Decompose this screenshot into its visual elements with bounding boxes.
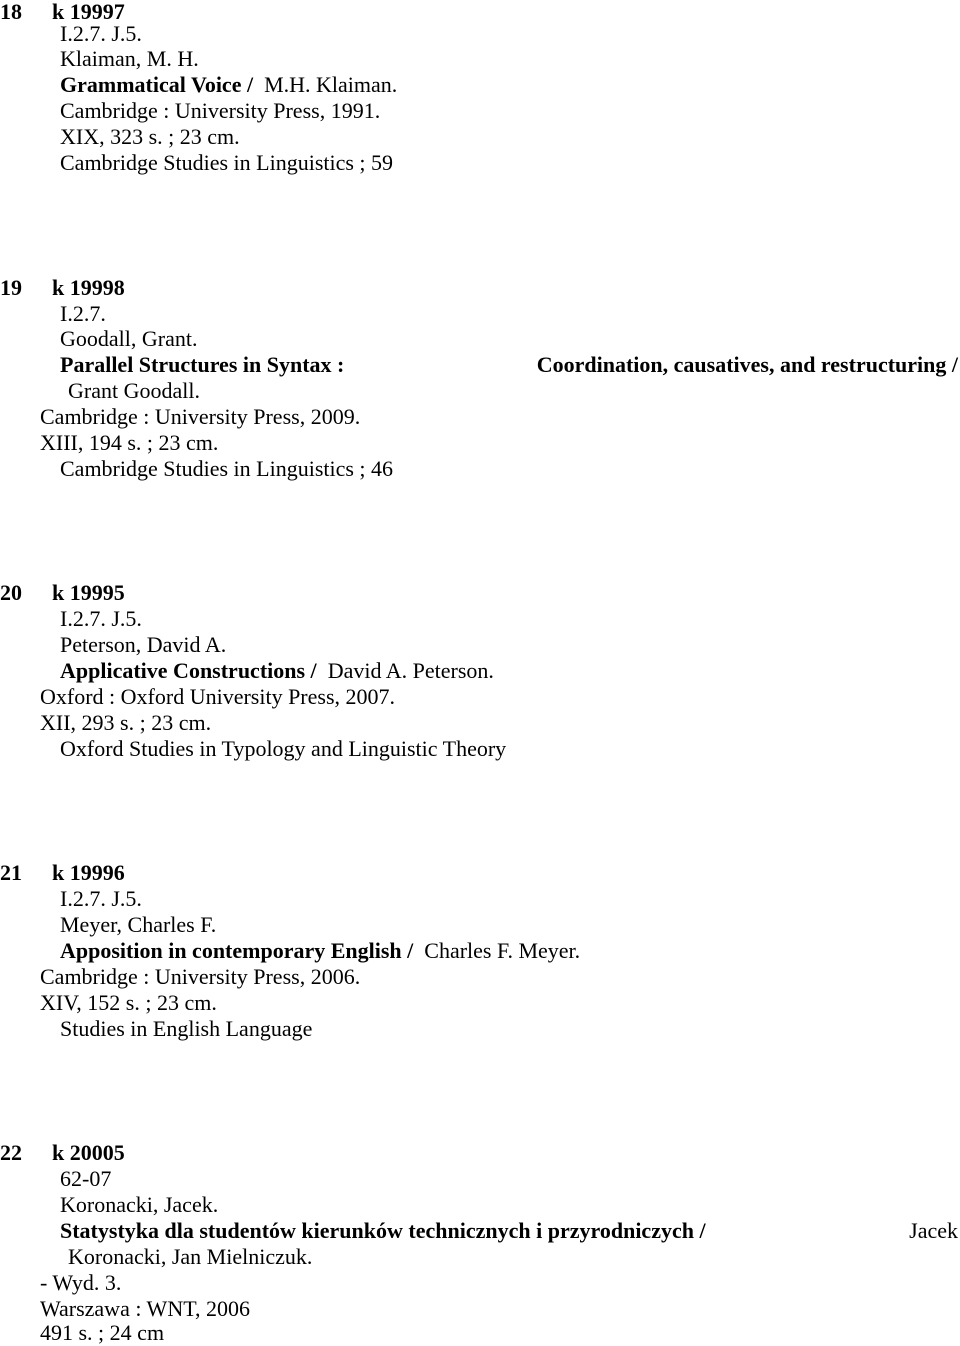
- classification: I.2.7. J.5.: [60, 21, 142, 46]
- series: Oxford Studies in Typology and Linguistic Theory: [60, 736, 507, 761]
- title: Grammatical Voice /: [60, 72, 254, 97]
- title-line: [60, 1218, 958, 1244]
- responsibility: David A. Peterson.: [327, 658, 494, 683]
- call-number: k 19996: [52, 860, 125, 885]
- title: Applicative Constructions /: [60, 658, 317, 683]
- classification: I.2.7. J.5.: [60, 606, 142, 631]
- extent: XIX, 323 s. ; 23 cm.: [60, 124, 240, 149]
- imprint: Cambridge : University Press, 2009.: [40, 404, 361, 429]
- author: Klaiman, M. H.: [60, 46, 199, 71]
- extent: XIII, 194 s. ; 23 cm.: [40, 430, 219, 455]
- imprint: Cambridge : University Press, 1991.: [60, 98, 381, 123]
- call-number: k 20005: [52, 1140, 125, 1165]
- imprint: Cambridge : University Press, 2006.: [40, 964, 361, 989]
- series: Cambridge Studies in Linguistics ; 46: [60, 456, 394, 481]
- author: Peterson, David A.: [60, 632, 227, 657]
- entry-number: 20: [0, 580, 22, 605]
- entry-number: 18: [0, 0, 22, 24]
- extent: XIV, 152 s. ; 23 cm.: [40, 990, 217, 1015]
- author: Koronacki, Jacek.: [60, 1192, 219, 1217]
- imprint: Warszawa : WNT, 2006: [40, 1296, 251, 1321]
- classification: I.2.7.: [60, 301, 106, 326]
- responsibility-continued: Koronacki, Jan Mielniczuk.: [68, 1244, 313, 1269]
- call-number: k 19997: [52, 0, 125, 24]
- edition: - Wyd. 3.: [40, 1270, 122, 1295]
- author: Goodall, Grant.: [60, 326, 198, 351]
- subtitle: Coordination, causatives, and restructuring /: [536, 352, 958, 377]
- classification: 62-07: [60, 1166, 112, 1191]
- entry-number: 21: [0, 860, 22, 885]
- call-number: k 19998: [52, 275, 125, 300]
- series: Cambridge Studies in Linguistics ; 59: [60, 150, 394, 175]
- entry-number: 19: [0, 275, 22, 300]
- responsibility: M.H. Klaiman.: [264, 72, 398, 97]
- responsibility: Charles F. Meyer.: [424, 938, 581, 963]
- title-line: [60, 72, 397, 98]
- title: Parallel Structures in Syntax :: [60, 352, 345, 377]
- title-line: [60, 658, 494, 684]
- entry-number: 22: [0, 1140, 22, 1165]
- extent: XII, 293 s. ; 23 cm.: [40, 710, 212, 735]
- series: Studies in English Language: [60, 1016, 313, 1041]
- responsibility: Grant Goodall.: [68, 378, 200, 403]
- author: Meyer, Charles F.: [60, 912, 217, 937]
- call-number: k 19995: [52, 580, 125, 605]
- classification: I.2.7. J.5.: [60, 886, 142, 911]
- extent: 491 s. ; 24 cm: [40, 1320, 165, 1345]
- title: Statystyka dla studentów kierunków technicznych i przyrodniczych /: [60, 1218, 706, 1243]
- imprint: Oxford : Oxford University Press, 2007.: [40, 684, 396, 709]
- title-line: [60, 938, 580, 964]
- title-line: [60, 352, 958, 378]
- responsibility: Jacek: [909, 1218, 958, 1243]
- title: Apposition in contemporary English /: [60, 938, 414, 963]
